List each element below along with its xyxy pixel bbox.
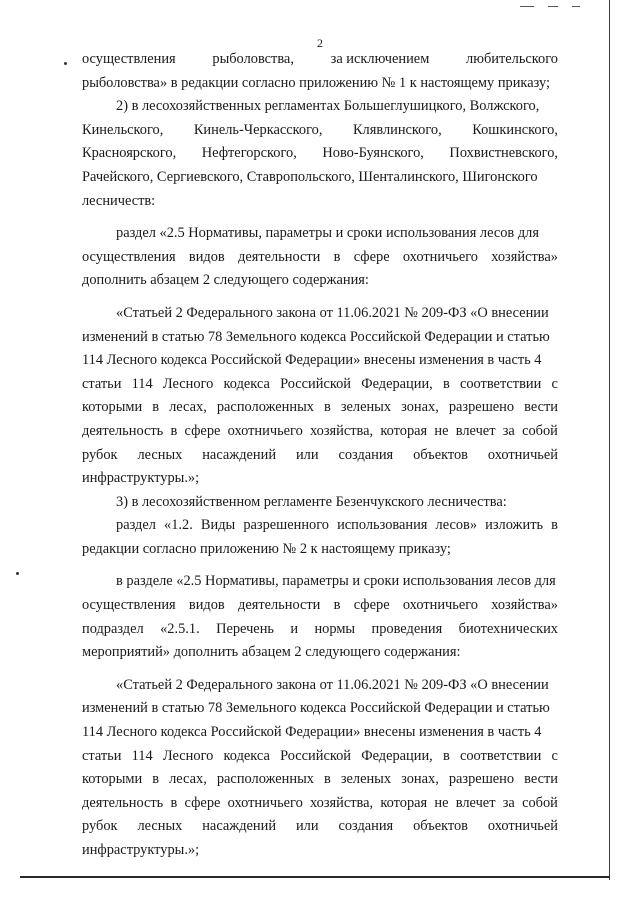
word: охотничьей xyxy=(487,446,558,463)
word: в xyxy=(333,248,341,265)
word: создания xyxy=(338,446,394,463)
text-line: инфраструктуры.»; xyxy=(82,470,200,487)
word: не xyxy=(434,794,449,811)
word: зонах, xyxy=(401,399,439,416)
word: охотничьего xyxy=(402,248,478,265)
word: Кошкинского, xyxy=(472,121,558,138)
word: кодекса xyxy=(223,747,270,764)
paragraph-gap xyxy=(82,213,558,222)
text-line: изменений в статью 78 Земельного кодекса Российской Федерации и статью xyxy=(82,700,550,717)
word: «1.2. xyxy=(164,517,193,534)
text-line: «Статьей 2 Федерального закона от 11.06.2021 № 209-ФЗ «О внесении xyxy=(116,676,549,693)
word: Клявлинского, xyxy=(352,121,442,138)
word: Кинельского, xyxy=(82,121,164,138)
word: видов xyxy=(188,248,225,265)
word: лесах, xyxy=(169,771,207,788)
word: хозяйства, xyxy=(310,794,374,811)
word: Лесного xyxy=(162,375,214,392)
word: Федерации, xyxy=(361,375,433,392)
text-line xyxy=(82,514,558,538)
word: которая xyxy=(380,794,428,811)
word: в xyxy=(152,399,160,416)
word: в xyxy=(152,771,160,788)
word: использования xyxy=(337,517,428,534)
word: Российской xyxy=(280,375,351,392)
text-line xyxy=(82,420,558,444)
text-line xyxy=(82,373,558,397)
word: сфере xyxy=(353,248,390,265)
text-line xyxy=(82,444,558,468)
word: охотничьей xyxy=(487,818,558,835)
text-line: «Статьей 2 Федерального закона от 11.06.2021 № 209-ФЗ «О внесении xyxy=(116,304,549,321)
word: хозяйства» xyxy=(491,597,558,614)
text-line: 114 Лесного кодекса Российской Федерации» внесены изменения в часть 4 xyxy=(82,724,542,741)
word: с xyxy=(551,747,558,764)
word: за исключением xyxy=(330,51,430,67)
word: лесных xyxy=(137,446,183,463)
word: Кинель-Черкасского, xyxy=(193,121,323,138)
word: влечет xyxy=(455,794,496,811)
scan-edge-line xyxy=(609,0,610,880)
document-body xyxy=(82,48,558,863)
word: кодекса xyxy=(223,375,270,392)
paragraph-gap xyxy=(82,561,558,570)
word: и xyxy=(290,620,299,637)
text-line: инфраструктуры.»; xyxy=(82,842,200,858)
word: подраздел xyxy=(82,620,144,637)
word: Федерации, xyxy=(361,747,433,764)
word: за xyxy=(502,794,515,811)
word: нормы xyxy=(314,620,356,637)
word: статьи xyxy=(82,375,122,392)
word: в xyxy=(442,375,450,392)
word: которыми xyxy=(82,771,143,788)
text-line: Рачейского, Сергиевского, Ставропольского, Шенталинского, Шигонского xyxy=(82,168,538,185)
scan-speck xyxy=(16,572,19,575)
word: охотничьего xyxy=(227,794,303,811)
text-line: 3) в лесохозяйственном регламенте Безенчукского лесничества: xyxy=(116,493,507,510)
text-line xyxy=(82,396,558,420)
word: рубок xyxy=(82,446,118,463)
word: которыми xyxy=(82,399,143,416)
scan-bottom-line xyxy=(20,876,610,878)
word: влечет xyxy=(455,422,496,439)
word: соответствии xyxy=(459,747,542,764)
word: в xyxy=(324,771,331,788)
word: Российской xyxy=(280,747,351,764)
text-line xyxy=(82,768,558,792)
word: Перечень xyxy=(216,620,274,637)
word: объектов xyxy=(413,446,468,463)
word: с xyxy=(551,375,558,392)
word: вести xyxy=(524,399,558,416)
word: осуществления xyxy=(82,597,176,614)
word: собой xyxy=(522,422,558,439)
text-line: дополнить абзацем 2 следующего содержания: xyxy=(82,272,369,289)
word: любительского xyxy=(466,51,558,67)
word: Виды xyxy=(200,517,236,534)
word: осуществления xyxy=(82,248,176,265)
scan-mark xyxy=(520,6,534,7)
word: видов xyxy=(188,597,225,614)
word: разрешено xyxy=(448,399,515,416)
text-line xyxy=(82,246,558,270)
word: в xyxy=(333,597,341,614)
word: лесах, xyxy=(169,399,207,416)
text-line: изменений в статью 78 Земельного кодекса Российской Федерации и статью xyxy=(82,328,550,345)
word: проведения xyxy=(371,620,443,637)
word: деятельность xyxy=(82,794,164,811)
word: деятельности xyxy=(238,248,321,265)
scan-mark xyxy=(572,6,580,7)
word: за xyxy=(502,422,515,439)
word: в xyxy=(170,794,178,811)
word: раздел xyxy=(116,517,156,534)
word: лесных xyxy=(137,818,183,835)
word: рубок xyxy=(82,818,118,835)
word: Нефтегорского, xyxy=(201,145,297,162)
word: рыболовства, xyxy=(212,51,294,67)
word: сфере xyxy=(184,422,221,439)
word: не xyxy=(434,422,449,439)
text-line: мероприятий» дополнить абзацем 2 следующего содержания: xyxy=(82,644,461,661)
word: в xyxy=(324,399,331,416)
word: сфере xyxy=(353,597,390,614)
word: хозяйства, xyxy=(310,422,374,439)
word: охотничьего xyxy=(227,422,303,439)
paragraph-gap xyxy=(82,665,558,674)
text-line xyxy=(82,792,558,816)
text-line: раздел «2.5 Нормативы, параметры и сроки использования лесов для xyxy=(116,225,539,242)
text-line xyxy=(82,745,558,769)
word: соответствии xyxy=(459,375,542,392)
text-line xyxy=(82,618,558,642)
word: в xyxy=(551,517,558,534)
word: или xyxy=(295,446,319,463)
word: 114 xyxy=(131,375,153,392)
word: которая xyxy=(380,422,428,439)
word: зеленых xyxy=(340,399,392,416)
word: «2.5.1. xyxy=(160,620,200,637)
word: в xyxy=(170,422,178,439)
word: насаждений xyxy=(202,818,277,835)
text-line xyxy=(82,594,558,618)
word: зонах, xyxy=(401,771,439,788)
word: собой xyxy=(522,794,558,811)
word: Лесного xyxy=(162,747,214,764)
text-line xyxy=(82,142,558,166)
word: биотехнических xyxy=(458,620,558,637)
scan-speck xyxy=(64,62,67,65)
word: охотничьего xyxy=(402,597,478,614)
word: разрешено xyxy=(448,771,515,788)
word: вести xyxy=(524,771,558,788)
text-line: в разделе «2.5 Нормативы, параметры и сроки использования лесов для xyxy=(116,573,556,590)
text-line: 114 Лесного кодекса Российской Федерации» внесены изменения в часть 4 xyxy=(82,352,542,369)
word: расположенных xyxy=(216,399,314,416)
word: деятельности xyxy=(238,597,321,614)
word: 114 xyxy=(131,747,153,764)
text-line: рыболовства» в редакции согласно приложению № 1 к настоящему приказу; xyxy=(82,74,550,91)
paragraph-gap xyxy=(82,293,558,302)
word: расположенных xyxy=(216,771,314,788)
word: насаждений xyxy=(202,446,277,463)
word: хозяйства» xyxy=(491,248,558,265)
word: сфере xyxy=(184,794,221,811)
word: Похвистневского, xyxy=(449,145,558,162)
word: разрешенного xyxy=(243,517,329,534)
word: создания xyxy=(338,818,394,835)
text-line xyxy=(82,119,558,143)
word: лесов» xyxy=(435,517,478,534)
word: Ново-Буянского, xyxy=(322,145,424,162)
text-line: лесничеств: xyxy=(82,192,156,209)
text-line xyxy=(82,48,558,72)
word: объектов xyxy=(413,818,468,835)
word: Красноярского, xyxy=(82,145,177,162)
word: или xyxy=(295,818,319,835)
scan-mark xyxy=(548,6,558,7)
word: статьи xyxy=(82,747,122,764)
word: деятельность xyxy=(82,422,164,439)
text-line: редакции согласно приложению № 2 к настоящему приказу; xyxy=(82,540,451,557)
page-number: 2 xyxy=(317,36,323,50)
text-line: 2) в лесохозяйственных регламентах Большеглушицкого, Волжского, xyxy=(116,98,540,115)
word: зеленых xyxy=(340,771,392,788)
word: в xyxy=(442,747,450,764)
word: осуществления xyxy=(82,51,176,67)
text-line xyxy=(82,815,558,839)
word: изложить xyxy=(485,517,544,534)
